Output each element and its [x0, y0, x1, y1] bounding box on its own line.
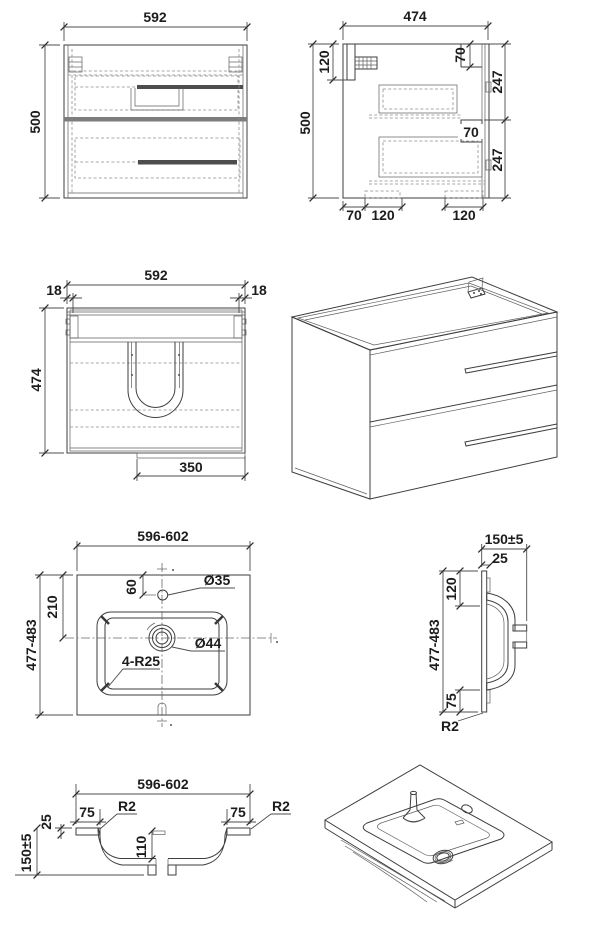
dim-base-front: 70	[346, 207, 362, 223]
dim-top-ledge: 120	[443, 577, 459, 601]
dim-drain-hole: Ø44	[194, 635, 222, 651]
upper-drawer-handle	[137, 85, 243, 89]
cabinet-side-outline	[343, 44, 491, 198]
dim-edge-radius: R2	[441, 718, 459, 734]
basin-front-profile	[76, 828, 250, 875]
dim-top-depth: 474	[28, 368, 44, 392]
cabinet-3d-body	[292, 277, 557, 499]
dim-drain-offset: 210	[44, 595, 60, 619]
siphon-cutout	[128, 342, 183, 417]
wall-hanger-bracket	[347, 44, 377, 80]
faucet-hole-3d	[460, 803, 473, 814]
dim-cutout-width: 350	[179, 459, 203, 475]
drain-3d	[432, 848, 455, 865]
cabinet-side-view	[297, 5, 605, 235]
dim-base-back-foot: 120	[452, 207, 476, 223]
siphon-recess-hidden	[131, 88, 183, 110]
basin-side-profile	[482, 571, 527, 712]
dim-basin-depth: 477-483	[23, 619, 39, 671]
dim-faucet-offset: 60	[123, 579, 139, 595]
dim-ledge-left: 75	[79, 804, 95, 820]
dim-ledge-right: 75	[230, 804, 246, 820]
dim-inset-right: 18	[251, 282, 267, 298]
dim-side-height: 500	[297, 111, 313, 135]
dim-basin-width: 596-602	[137, 528, 189, 544]
dim-inset-left: 18	[46, 282, 62, 298]
dim-hanger-offset: 120	[316, 50, 332, 74]
cabinet-top-view	[20, 260, 290, 490]
dim-faucet-hole: Ø35	[203, 572, 231, 588]
dim-basin-thickness: 150±5	[484, 531, 524, 547]
dim-basin-side-depth: 477-483	[426, 619, 442, 671]
dim-corner-radius: 4-R25	[121, 653, 161, 669]
dim-rim-front: 25	[38, 814, 54, 830]
upper-drawer-hidden-lines	[75, 76, 243, 110]
basin-front-section-view	[15, 765, 305, 935]
dim-cabinet-height: 500	[27, 110, 43, 134]
overflow-slot	[153, 831, 165, 835]
faucet-hole	[158, 590, 168, 600]
dim-radius-left: R2	[118, 798, 136, 814]
cabinet-front-view	[10, 5, 305, 235]
dim-cabinet-width: 592	[143, 9, 167, 25]
dim-lower-span: 247	[489, 148, 505, 172]
basin-3d-bowl	[363, 799, 504, 864]
dim-bowl-depth: 110	[133, 835, 149, 859]
overflow-slot-3d	[455, 820, 464, 825]
basin-top-view	[25, 525, 295, 740]
dim-lines-front	[39, 22, 250, 201]
dim-top-rail: 70	[452, 47, 468, 63]
drain-hole	[147, 623, 175, 651]
dim-rail-mid: 70	[463, 124, 479, 140]
cabinet-top-outline	[66, 308, 246, 458]
dim-bottom-ledge: 75	[443, 693, 459, 709]
basin-side-section-view	[420, 525, 609, 740]
dim-basin-front-width: 596-602	[137, 776, 189, 792]
dim-base-front-foot: 120	[371, 207, 395, 223]
dim-radius-right: R2	[272, 798, 290, 814]
basin-3d-view	[315, 760, 609, 935]
dim-basin-front-height: 150±5	[18, 833, 34, 873]
lower-drawer-handle	[138, 160, 237, 165]
cabinet-3d-view	[285, 265, 605, 500]
dim-top-width: 592	[144, 267, 168, 283]
drain-stub	[148, 865, 156, 875]
dim-upper-span: 247	[489, 70, 505, 94]
dim-lines-side	[308, 21, 511, 211]
basin-3d-slab	[325, 765, 552, 908]
basin-top-outline	[77, 575, 250, 715]
dim-side-depth: 474	[403, 8, 427, 24]
drawer-divider	[64, 117, 247, 122]
dim-basin-rim: 25	[492, 550, 508, 566]
dim-lines-basin-top	[35, 541, 253, 718]
